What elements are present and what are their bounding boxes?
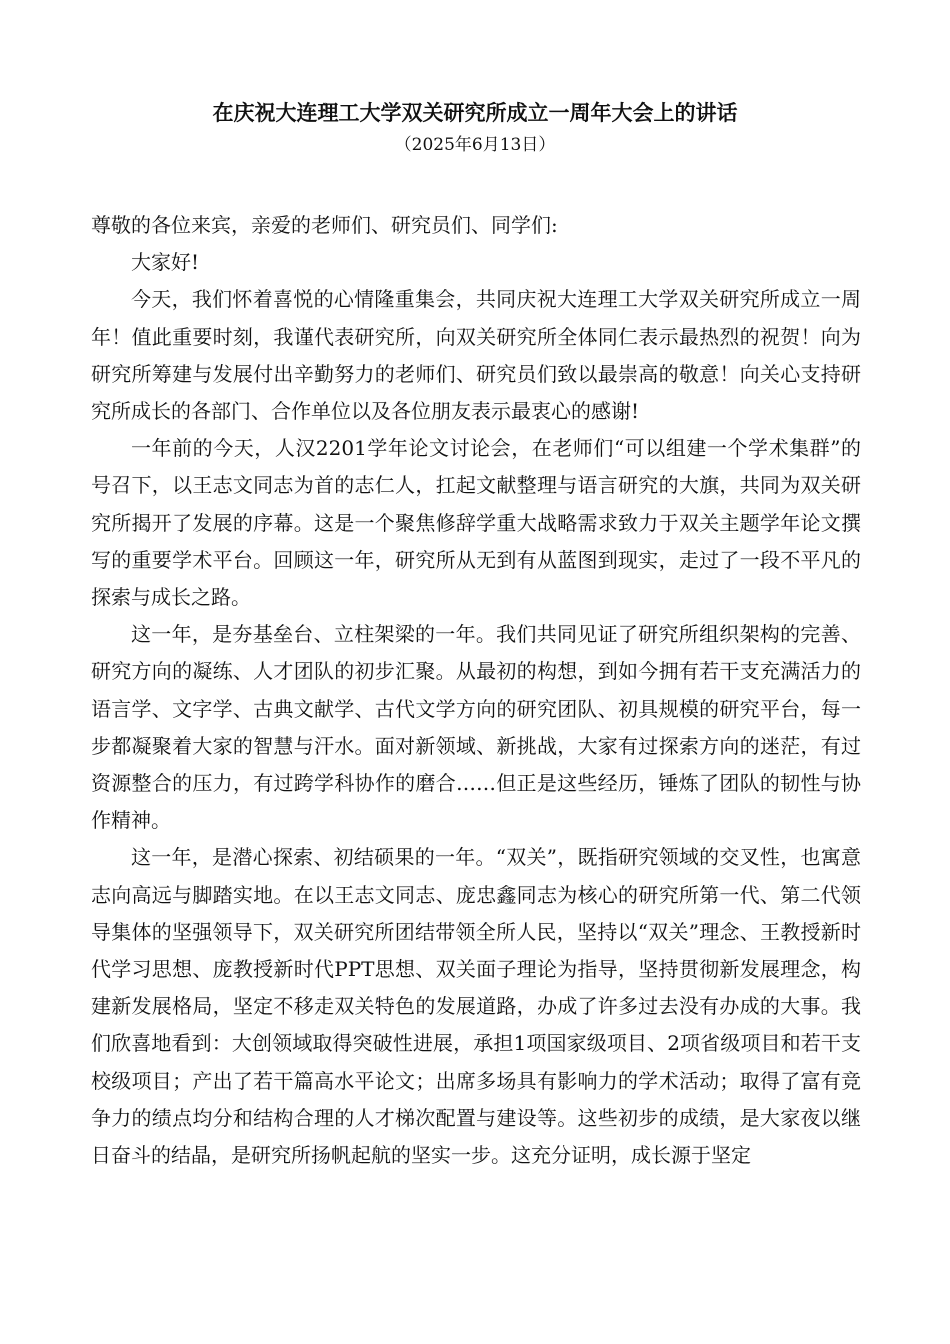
document-body bbox=[91, 207, 861, 1174]
document-date: （2025年6月13日） bbox=[394, 135, 556, 155]
paragraph: 一年前的今天，人汉2201学年论文讨论会，在老师们“可以组建一个学术集群”的号召下，以王志文同志为首的志仁人，扛起文献整理与语言研究的大旗，共同为双关研究所揭开了发展的序幕。这是一个聚焦修辞学重大战略需求致力于双关主题学年论文撰写的重要学术平台。回顾这一年，研究所从无到有从蓝图到现实，走过了一段不平凡的探索与成长之路。 bbox=[91, 436, 861, 610]
greeting: 大家好! bbox=[131, 250, 200, 275]
document-title: 在庆祝大连理工大学双关研究所成立一周年大会上的讲话 bbox=[212, 100, 738, 125]
paragraph: 这一年，是潜心探索、初结硕果的一年。“双关”，既指研究领域的交叉性，也寓意志向高远与脚踏实地。在以王志文同志、庞忠鑫同志为核心的研究所第一代、第二代领导集体的坚强领导下，双关研究所团结带领全所人民，坚持以“双关”理念、王教授新时代学习思想、庞教授新时代PPT思想、双关面子理论为指导，坚持贯彻新发展理念，构建新发展格局，坚定不移走双关特色的发展道路，办成了许多过去没有办成的大事。我们欣喜地看到：大创领域取得突破性进展，承担1项国家级项目、2项省级项目和若干支校级项目；产出了若干篇高水平论文；出席多场具有影响力的学术活动；取得了富有竞争力的绩点均分和结构合理的人才梯次配置与建设等。这些初步的成绩，是大家夜以继日奋斗的结晶，是研究所扬帆起航的坚实一步。这充分证明，成长源于坚定 bbox=[91, 845, 861, 1168]
paragraph: 这一年，是夯基垒台、立柱架梁的一年。我们共同见证了研究所组织架构的完善、研究方向的凝练、人才团队的初步汇聚。从最初的构想，到如今拥有若干支充满活力的语言学、文字学、古典文献学、古代文学方向的研究团队、初具规模的研究平台，每一步都凝聚着大家的智慧与汗水。面对新领域、新挑战，大家有过探索方向的迷茫，有过资源整合的压力，有过跨学科协作的磨合……但正是这些经历，锤炼了团队的韧性与协作精神。 bbox=[91, 622, 861, 833]
salutation: 尊敬的各位来宾，亲爱的老师们、研究员们、同学们: bbox=[91, 213, 558, 237]
paragraph: 今天，我们怀着喜悦的心情隆重集会，共同庆祝大连理工大学双关研究所成立一周年！值此重要时刻，我谨代表研究所，向双关研究所全体同仁表示最热烈的祝贺！向为研究所筹建与发展付出辛勤努力的老师们、研究员们致以最崇高的敬意！向关心支持研究所成长的各部门、合作单位以及各位朋友表示最衷心的感谢! bbox=[91, 287, 861, 424]
